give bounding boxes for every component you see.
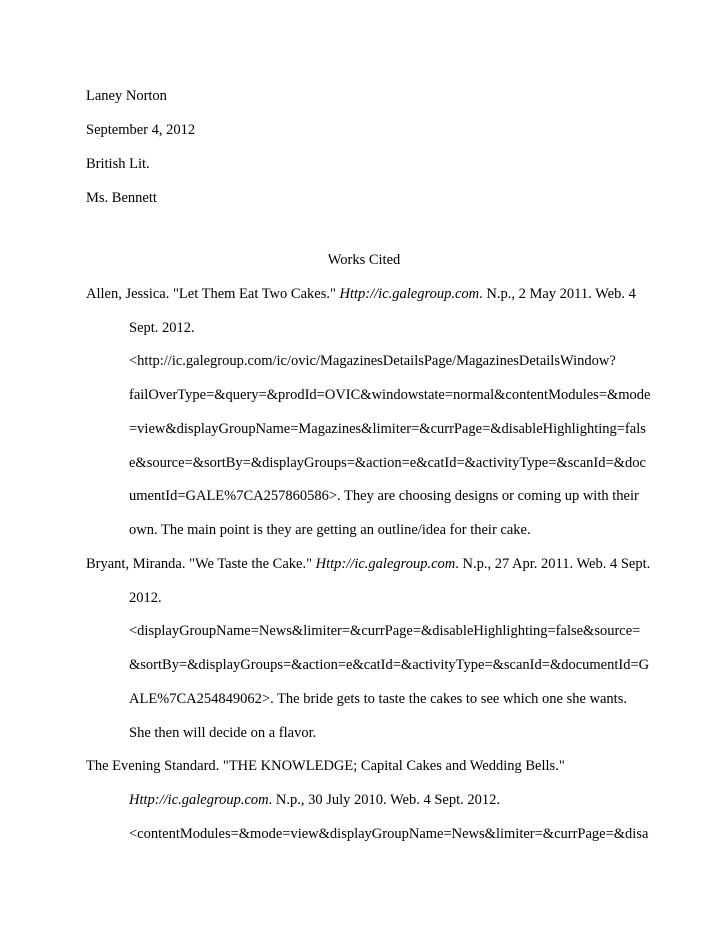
citation-line: own. The main point is they are getting an outline/idea for their cake. <box>129 522 531 538</box>
author-name: Laney Norton <box>86 88 167 104</box>
page-title: Works Cited <box>327 252 401 268</box>
citation-line: <http://ic.galegroup.com/ic/ovic/MagazinesDetailsPage/MagazinesDetailsWindow? <box>129 353 616 369</box>
citation-line: 2012. <box>129 590 162 606</box>
citation-line: &sortBy=&displayGroups=&action=e&catId=&activityType=&scanId=&documentId=G <box>129 657 650 673</box>
citation-source-url: Http://ic.galegroup.com <box>129 792 269 808</box>
citation-line: e&source=&sortBy=&displayGroups=&action=e&catId=&activityType=&scanId=&doc <box>129 455 646 471</box>
citation-source-url: Http://ic.galegroup.com <box>339 286 480 302</box>
citation-entry-allen-line-1: Allen, Jessica. "Let Them Eat Two Cakes." Http://ic.galegroup.com. N.p., 2 May 2011. Web. 4 <box>86 286 636 302</box>
citation-entry-bryant-line-1: Bryant, Miranda. "We Taste the Cake." Http://ic.galegroup.com. N.p., 27 Apr. 2011. Web. 4 Sept. <box>86 556 651 572</box>
citation-line: <contentModules=&mode=view&displayGroupName=News&limiter=&currPage=&disa <box>129 826 649 842</box>
citation-line: Sept. 2012. <box>129 320 195 336</box>
citation-line: Http://ic.galegroup.com. N.p., 30 July 2010. Web. 4 Sept. 2012. <box>129 792 500 808</box>
course-name: British Lit. <box>86 156 150 172</box>
citation-line: umentId=GALE%7CA257860586>. They are choosing designs or coming up with their <box>129 488 639 504</box>
citation-line: =view&displayGroupName=Magazines&limiter=&currPage=&disableHighlighting=fals <box>129 421 646 437</box>
teacher-name: Ms. Bennett <box>86 190 157 206</box>
citation-line: She then will decide on a flavor. <box>129 725 317 741</box>
citation-line: failOverType=&query=&prodId=OVIC&windowstate=normal&contentModules=&mode <box>129 387 651 403</box>
citation-line: ALE%7CA254849062>. The bride gets to taste the cakes to see which one she wants. <box>129 691 627 707</box>
citation-source-url: Http://ic.galegroup.com <box>315 556 456 572</box>
citation-line: <displayGroupName=News&limiter=&currPage=&disableHighlighting=false&source= <box>129 623 641 639</box>
citation-entry-evening-standard-line-1: The Evening Standard. "THE KNOWLEDGE; Capital Cakes and Wedding Bells." <box>86 758 565 774</box>
document-date: September 4, 2012 <box>86 122 196 138</box>
